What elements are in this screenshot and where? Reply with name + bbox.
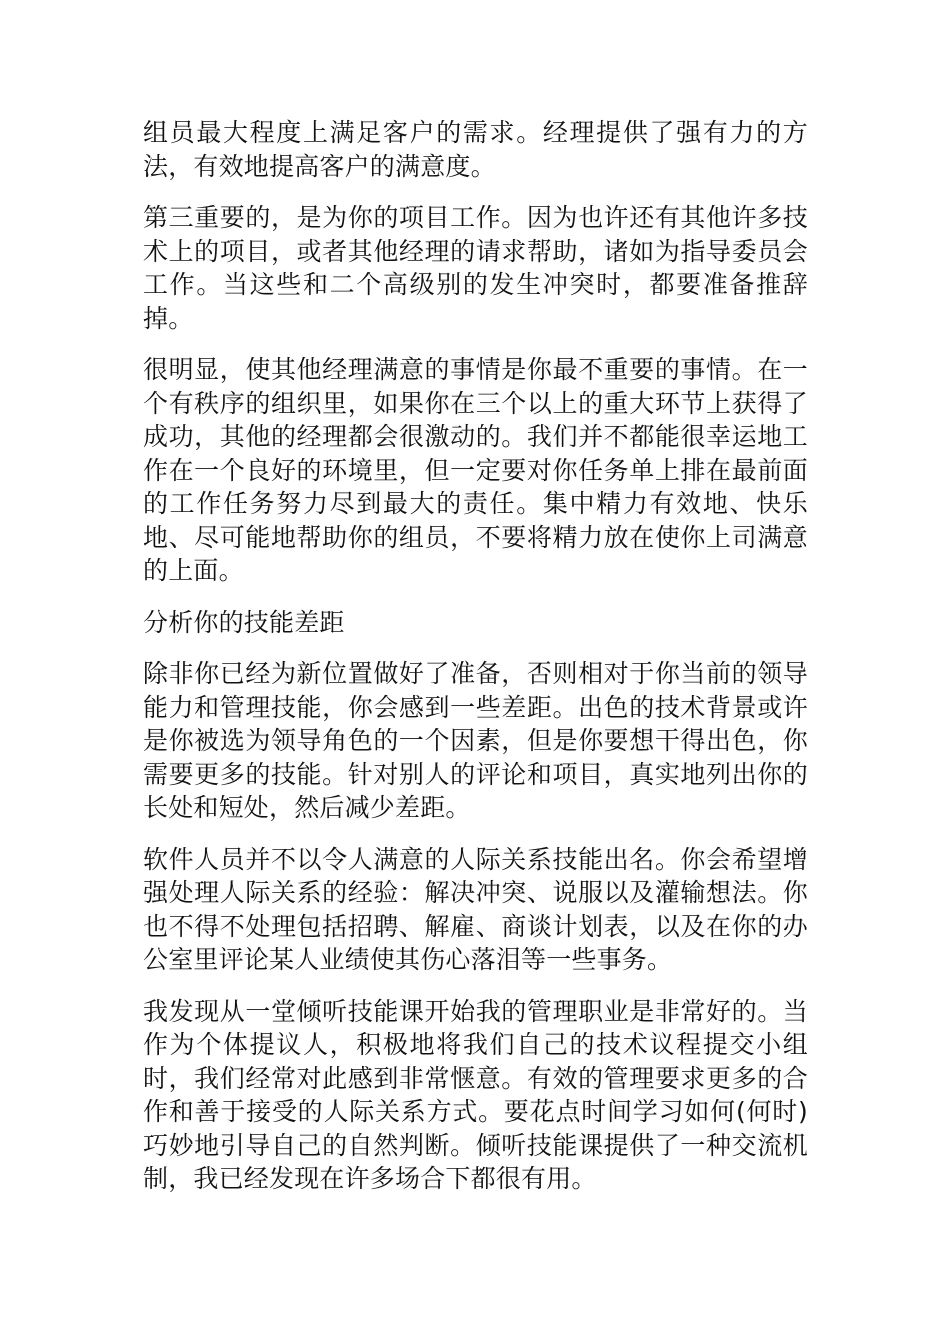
paragraph-3: 很明显，使其他经理满意的事情是你最不重要的事情。在一个有秩序的组织里，如果你在三个以上的重大环节上获得了成功，其他的经理都会很激动的。我们并不都能很幸运地工作在一个良好的环境里，但一定要对你任务单上排在最前面的工作任务努力尽到最大的责任。集中精力有效地、快乐地、尽可能地帮助你的组员，不要将精力放在使你上司满意的上面。: [143, 355, 808, 585]
paragraph-1: 组员最大程度上满足客户的需求。经理提供了强有力的方法，有效地提高客户的满意度。: [143, 118, 808, 181]
paragraph-6: 我发现从一堂倾听技能课开始我的管理职业是非常好的。当作为个体提议人，积极地将我们自己的技术议程提交小组时，我们经常对此感到非常惬意。有效的管理要求更多的合作和善于接受的人际关系方式。要花点时间学习如何(何时)巧妙地引导自己的自然判断。倾听技能课提供了一种交流机制，我已经发现在许多场合下都很有用。: [143, 996, 808, 1193]
paragraph-2: 第三重要的，是为你的项目工作。因为也许还有其他许多技术上的项目，或者其他经理的请求帮助，诸如为指导委员会工作。当这些和二个高级别的发生冲突时，都要准备推辞掉。: [143, 203, 808, 333]
paragraph-4: 除非你已经为新位置做好了准备，否则相对于你当前的领导能力和管理技能，你会感到一些差距。出色的技术背景或许是你被选为领导角色的一个因素，但是你要想干得出色，你需要更多的技能。针对别人的评论和项目，真实地列出你的长处和短处，然后减少差距。: [143, 659, 808, 822]
paragraph-5: 软件人员并不以令人满意的人际关系技能出名。你会希望增强处理人际关系的经验：解决冲突、说服以及灌输想法。你也不得不处理包括招聘、解雇、商谈计划表，以及在你的办公室里评论某人业绩使其伤心落泪等一些事务。: [143, 844, 808, 974]
section-heading: 分析你的技能差距: [143, 607, 345, 637]
document-page: [143, 116, 808, 1214]
